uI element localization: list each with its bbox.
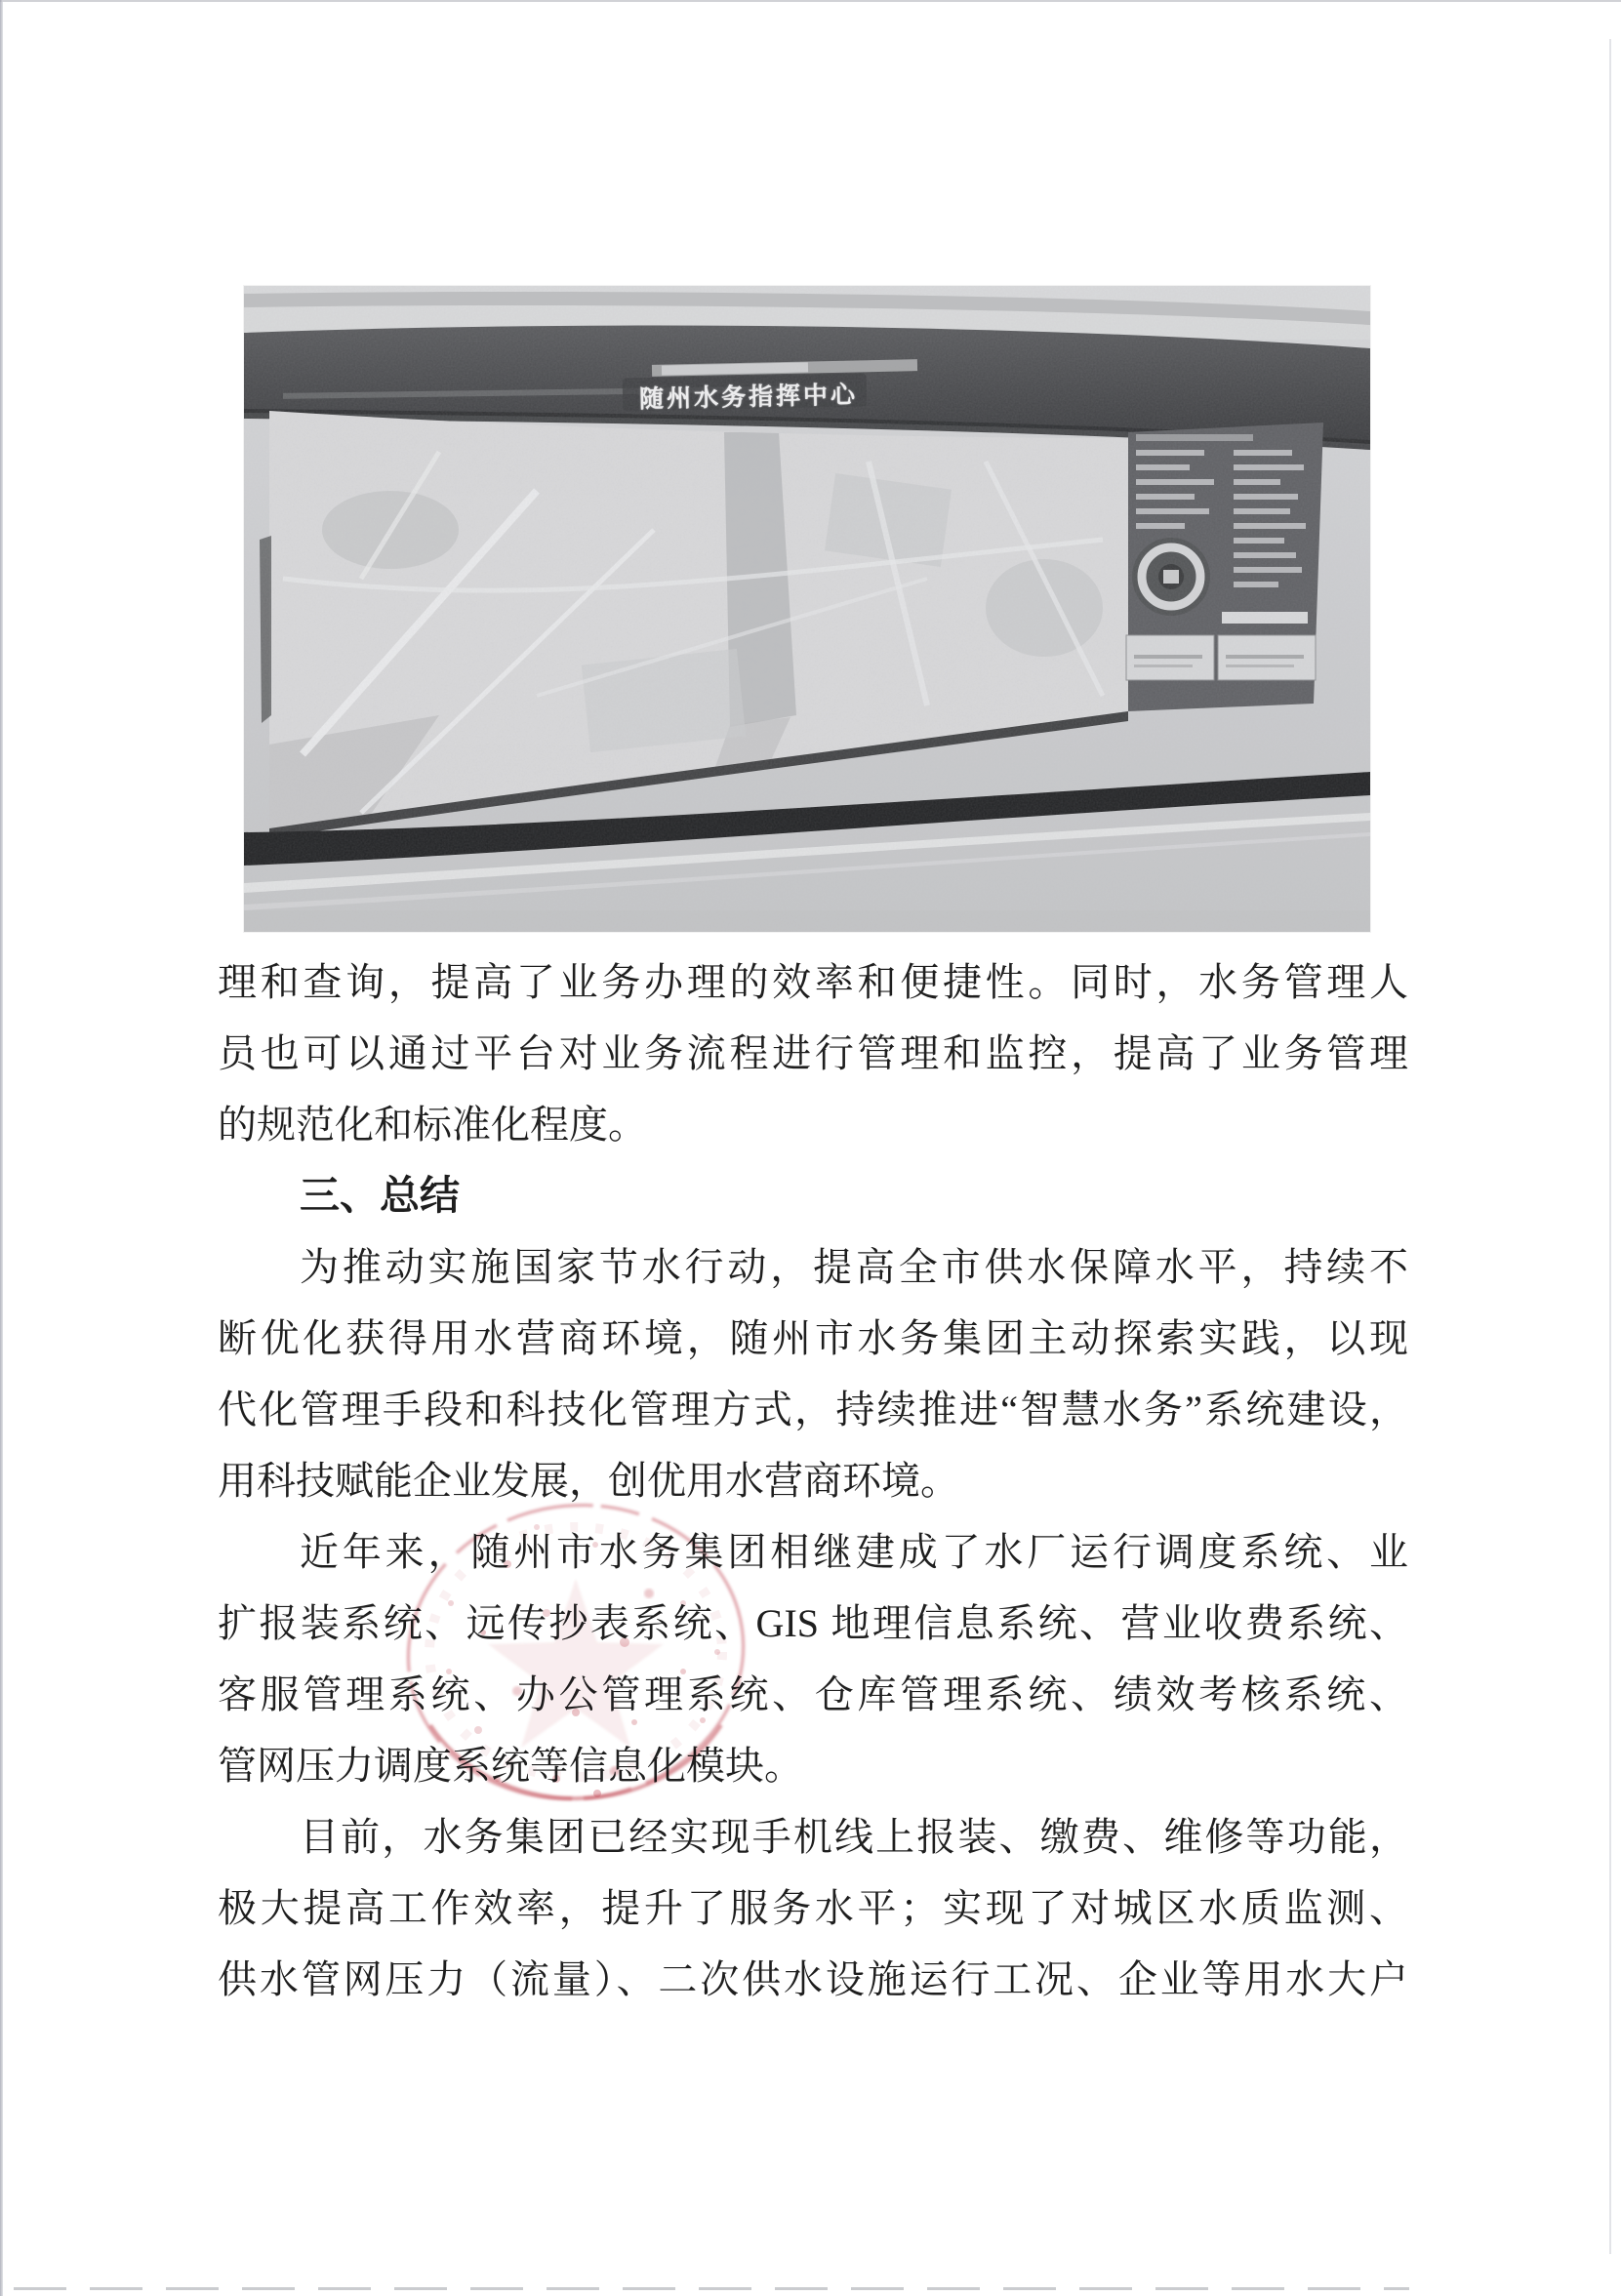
text-line: 供水管网压力（流量）、二次供水设施运行工况、企业等用水大户 (218, 1957, 1408, 2001)
scan-edge-top (0, 0, 1621, 2)
text-line: 目前，水务集团已经实现手机线上报装、缴费、维修等功能， (300, 1815, 1408, 1859)
document-body (218, 947, 1408, 2015)
scan-edge-bottom (14, 2287, 1409, 2290)
scan-edge-left (0, 0, 3, 2296)
text-line: 客服管理系统、办公管理系统、仓库管理系统、绩效考核系统、 (218, 1672, 1408, 1716)
text-line: 断优化获得用水营商环境，随州市水务集团主动探索实践，以现 (218, 1316, 1408, 1360)
screen-title-banner: 随州水务指挥中心 (638, 381, 859, 414)
text-line: 为推动实施国家节水行动，提高全市供水保障水平，持续不 (300, 1245, 1408, 1289)
text-line: 扩报装系统、远传抄表系统、GIS 地理信息系统、营业收费系统、 (218, 1601, 1408, 1645)
control-room-photo (244, 286, 1370, 932)
text-line: 用科技赋能企业发展，创优用水营商环境。 (218, 1459, 959, 1503)
text-line: 员也可以通过平台对业务流程进行管理和监控，提高了业务管理 (218, 1031, 1408, 1075)
text-line: 的规范化和标准化程度。 (218, 1103, 647, 1147)
text-line: 极大提高工作效率，提升了服务水平；实现了对城区水质监测、 (218, 1886, 1408, 1930)
text-line: 近年来，随州市水务集团相继建成了水厂运行调度系统、业 (300, 1530, 1408, 1574)
text-line: 代化管理手段和科技化管理方式，持续推进“智慧水务”系统建设， (218, 1388, 1408, 1431)
text-line: 理和查询，提高了业务办理的效率和便捷性。同时，水务管理人 (218, 960, 1408, 1004)
scan-edge-right (1609, 39, 1611, 2254)
text-line: 管网压力调度系统等信息化模块。 (218, 1744, 803, 1788)
section-heading: 三、总结 (300, 1173, 460, 1218)
